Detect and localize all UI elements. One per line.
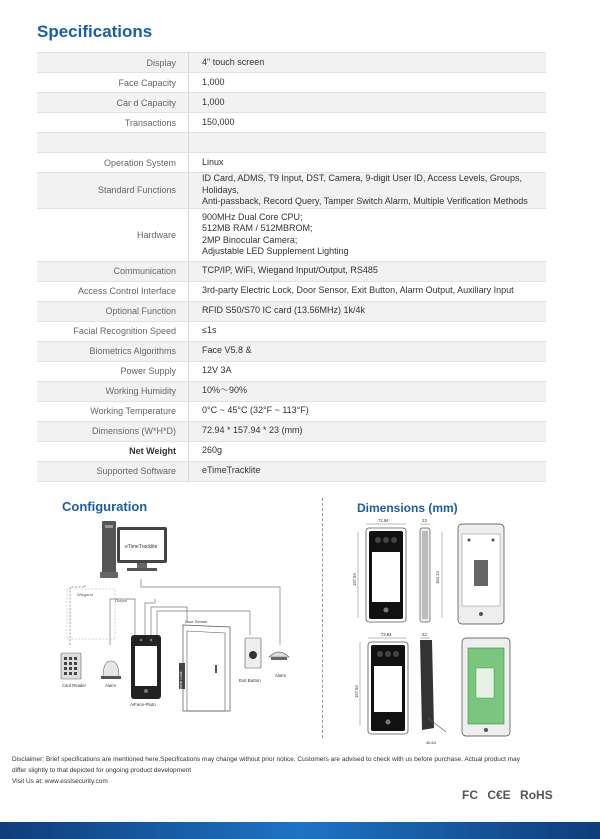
spec-label: Working Humidity [37, 381, 189, 401]
spec-label: Car d Capacity [37, 93, 189, 113]
door-sensor-label: Door Sensor [185, 619, 208, 624]
dim-w2: 72.94 [381, 632, 392, 637]
spec-label: Net Weight [37, 441, 189, 461]
wiegand-label: Wiegand [77, 592, 93, 597]
spec-value: 12V 3A [189, 361, 547, 381]
spec-value: Linux [189, 153, 547, 173]
dim-d1: 23 [422, 518, 427, 523]
spec-row [37, 208, 546, 261]
spec-value: 10%～90% [189, 381, 547, 401]
spec-row [37, 441, 546, 461]
door-icon [179, 625, 230, 711]
rohs-logo: RoHS [520, 788, 553, 802]
spec-row [37, 133, 546, 153]
alarm-left-label: Alarm [105, 683, 116, 688]
spec-row [37, 381, 546, 401]
disclaimer-line-1: Disclaimer: Brief specifications are mentioned here.Specifications may change without prior notice. Customers are advised to check with us before purchase. Actual product may [12, 756, 520, 763]
spec-row [37, 361, 546, 381]
spec-value: 3rd-party Electric Lock, Door Sensor, Exit Button, Alarm Output, Auxiliary Input [189, 281, 547, 301]
spec-label: Biometrics Algorithms [37, 341, 189, 361]
spec-label: Display [37, 53, 189, 73]
spec-label [37, 133, 189, 153]
spec-label: Hardware [37, 208, 189, 261]
spec-label: Access Control Interface [37, 281, 189, 301]
dim-d2: 23 [422, 632, 427, 637]
spec-value [189, 133, 547, 153]
spec-value: 72.94 * 157.94 * 23 (mm) [189, 421, 547, 441]
spec-value: 900MHz Dual Core CPU; 512MB RAM / 512MBROM; 2MP Binocular Camera; Adjustable LED Supplement Lighting [189, 208, 547, 261]
spec-value: 0°C ~ 45°C (32°F ~ 113°F) [189, 401, 547, 421]
dimensions-diagram [352, 518, 582, 748]
dim-h2: 157.94 [354, 685, 359, 698]
certification-logos [462, 788, 559, 802]
configuration-diagram [55, 515, 320, 715]
spec-value: 150,000 [189, 113, 547, 133]
section-divider [322, 498, 323, 738]
dim-h1: 157.94 [352, 573, 357, 586]
alarm-right-label: Alarm [275, 673, 286, 678]
spec-row [37, 421, 546, 441]
ce-logo: C€E [487, 788, 511, 802]
spec-row [37, 153, 546, 173]
dim-h1b: 164.14 [435, 571, 440, 584]
spec-row [37, 93, 546, 113]
spec-row [37, 53, 546, 73]
spec-value: TCP/IP, WiFi, Wiegand Input/Output, RS485 [189, 261, 547, 281]
spec-value: Face V5.8 & [189, 341, 547, 361]
exit-button-label: Exit Button [239, 678, 261, 683]
spec-label: Facial Recognition Speed [37, 321, 189, 341]
spec-label: Operation System [37, 153, 189, 173]
spec-label: Face Capacity [37, 73, 189, 93]
dim-d2b: 46.64 [426, 740, 437, 745]
spec-label: Dimensions (W*H*D) [37, 421, 189, 441]
spec-row [37, 461, 546, 481]
spec-table [37, 52, 546, 482]
spec-value: 260g [189, 441, 547, 461]
spec-label: Power Supply [37, 361, 189, 381]
lock-label: Electric Lock [179, 671, 183, 693]
configuration-heading: Configuration [62, 499, 148, 514]
spec-row [37, 113, 546, 133]
spec-value: RFID S50/S70 IC card (13.56MHz) 1k/4k [189, 301, 547, 321]
spec-row [37, 321, 546, 341]
software-label: eTimeTracklite [125, 544, 158, 550]
dimensions-heading: Dimensions (mm) [357, 501, 458, 515]
spec-value: 1,000 [189, 93, 547, 113]
spec-value: 4" touch screen [189, 53, 547, 73]
spec-row [37, 173, 546, 209]
card-reader-label: Card Reader [62, 683, 86, 688]
exit-button-icon [245, 638, 261, 668]
spec-label: Standard Functions [37, 173, 189, 209]
dim-w1: 72.94 [378, 518, 389, 523]
spec-label: Supported Software [37, 461, 189, 481]
spec-label: Working Temperature [37, 401, 189, 421]
device-icon [131, 635, 161, 699]
alarm-left-icon [101, 661, 121, 679]
spec-label: Transactions [37, 113, 189, 133]
spec-row [37, 301, 546, 321]
spec-row [37, 341, 546, 361]
spec-label: Communication [37, 261, 189, 281]
spec-value: ID Card, ADMS, T9 Input, DST, Camera, 9-digit User ID, Access Levels, Groups, Holidays, Anti-passback, Record Query, Tamper Switch Alarm, Multiple Verification Methods [189, 173, 547, 209]
output-label: Output [115, 598, 128, 603]
spec-value: ≤1s [189, 321, 547, 341]
spec-row [37, 401, 546, 421]
spec-value: eTimeTracklite [189, 461, 547, 481]
spec-row [37, 281, 546, 301]
website-link[interactable]: Visit Us at: www.esslsecurity.com [12, 778, 108, 785]
disclaimer [12, 754, 592, 787]
spec-label: Optional Function [37, 301, 189, 321]
alarm-right-icon [269, 652, 289, 660]
page-title: Specifications [37, 22, 153, 41]
fc-logo: FC [462, 788, 478, 802]
spec-row [37, 73, 546, 93]
footer-bar [0, 822, 600, 839]
spec-value: 1,000 [189, 73, 547, 93]
disclaimer-line-2: differ slightly to that depicted for ongoing product development [12, 767, 192, 774]
spec-row [37, 261, 546, 281]
device-label: AiFace-Pluto [130, 702, 156, 707]
card-reader-icon [61, 653, 81, 679]
